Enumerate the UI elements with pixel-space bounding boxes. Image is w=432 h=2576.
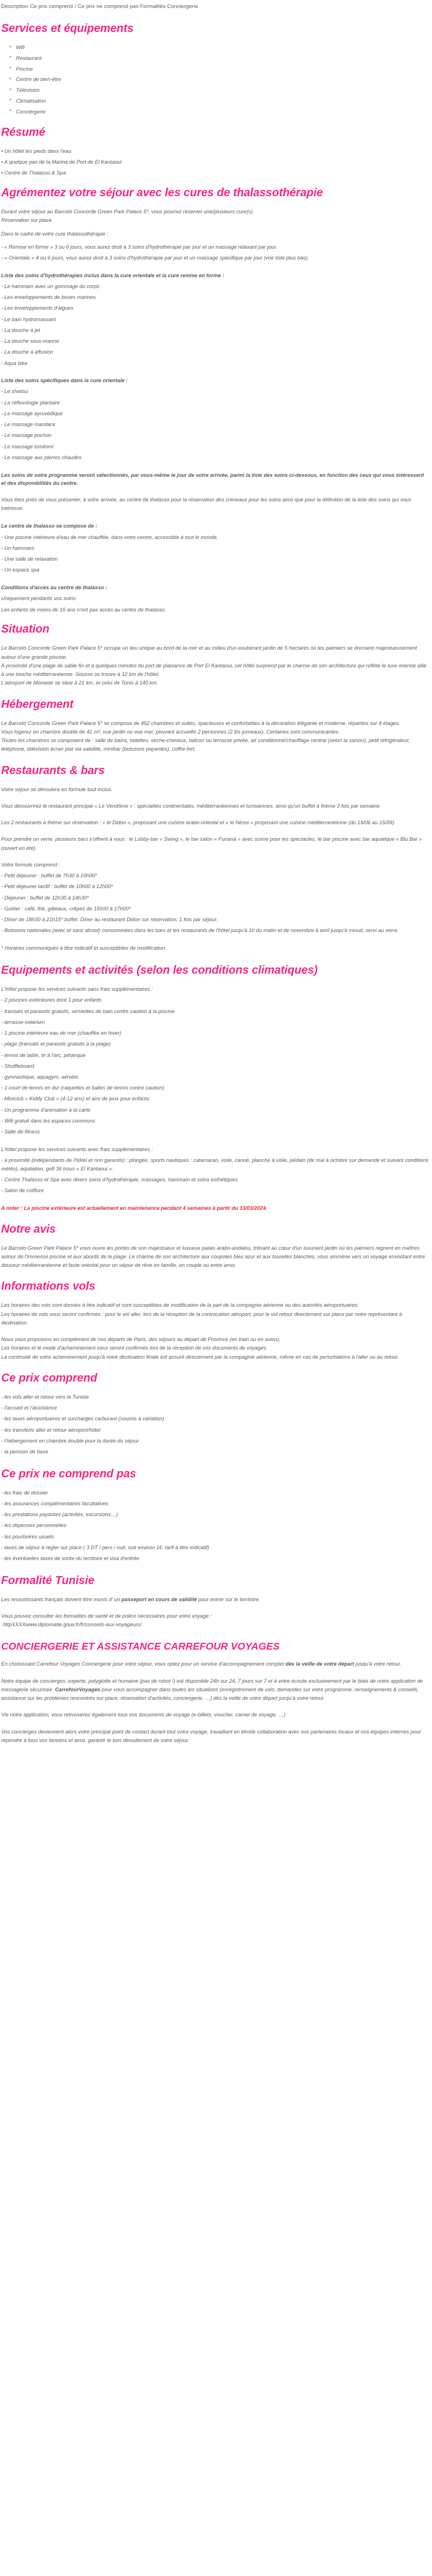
list-item: • Conciérgerie [16, 108, 429, 116]
section-title-informations-vols: Informations vols [1, 1280, 95, 1293]
conciergerie-p2-before: Notre équipe de concierges, experte, polyglotte et humaine (pas de robot !) est disponible 24h sur 24, 7 jours sur 7 et à votre écoute exclusivement par le biais de notre application de messagerie sécurisée. [1, 1678, 423, 1692]
list-item: - les transferts aller et retour aéroport/hôtel [1, 1427, 101, 1433]
list-item: - La douche sous-marine [1, 338, 59, 345]
list-item: - les vols aller et retour vers la Tunisie [1, 1394, 89, 1400]
list-item: - 2 piscines extérieures dont 1 pour enfants [1, 997, 102, 1003]
list-item: - Une piscine intérieure d'eau de mer chauffée, dans votre centre, accessible à tout le monde. [1, 534, 218, 540]
equipements-paid-title: L'hôtel propose les services suivants avec frais supplémentaires : [1, 1146, 153, 1152]
list-item: - à proximité (indépendants de l'hôtel et non garantis) : plongée, sports nautiques : catamaran, voile, canoë, planche à voile, pédalo (de mai à octobre sur demande et suivant conditions météo), équitation, golf 36 trous « El Kantaoui ». [1, 1157, 429, 1172]
section-title-equipements: Equipements et activités (selon les conditions climatiques) [1, 964, 318, 977]
section-title-ce-prix-comprend: Ce prix comprend [1, 1372, 97, 1385]
list-item: - La réflexologie plantaire [1, 399, 60, 406]
cures-formules-list [1, 243, 429, 262]
list-item: - les dépenses personnelles [1, 1522, 67, 1529]
list-item: - Shuffleboard [1, 1063, 34, 1069]
section-title-ce-prix-ne-comprend-pas: Ce prix ne comprend pas [1, 1467, 136, 1480]
conditions-acces-list [1, 594, 429, 614]
formule-list [1, 872, 429, 935]
section-title-formalite-tunisie: Formalité Tunisie [1, 1574, 95, 1587]
section-title-services: Services et équipements [1, 22, 134, 35]
section-title-conciergerie: CONCIERGERIE ET ASSISTANCE CARREFOUR VOYAGES [1, 1641, 280, 1652]
formule-title: Votre formule comprend : [1, 861, 60, 868]
list-item: - Wifi gratuit dans les espaces communs [1, 1117, 95, 1124]
list-item: - Salle de fitness [1, 1129, 40, 1135]
conditions-acces-title: Conditions d'accès au centre de thalasso : [1, 585, 107, 591]
conciergerie-p1-before: En choisissant Carrefour Voyages Conciergerie pour votre séjour, vous optez pour un service d'accompagnement complet [1, 1661, 286, 1667]
restaurants-paragraph: Pour prendre un verre, plusieurs bars s'offrent à vous : le Lobby-bar « Swing », le bar salon « Funanà » avec scène pour les spectacles, le bar piscine avec bar aquatique « Blu Bar » (ouvert en été). [1, 836, 422, 851]
soins-specifiques-title: Liste des soins spécifiques dans la cure orientale : [1, 378, 128, 384]
list-item: • Centre de bien-être [16, 75, 429, 83]
restaurants-paragraph: Vous découvrirez le restaurant principal « Le Vendôme » : spécialités continentales, méditerranéennes et tunisiennes, ainsi qu'un buffet à thème 3 fois par semaine. [1, 803, 381, 809]
situation-paragraph: L'aéroport de Monastir se situe à 21 km, et celui de Tunis à 140 km. [1, 680, 158, 686]
restaurants-paragraph: Votre séjour se déroulera en formule tout inclus. [1, 786, 113, 792]
hebergement-paragraph: Le Barceló Concorde Green Park Palace 5* se compose de 452 chambres et suites, spacieuses et confortables à la décoration élégante et moderne, réparties sur 4 étages. [1, 720, 401, 726]
equipements-free-title: L'hôtel propose les services suivants sans frais supplémentaires : [1, 986, 153, 993]
resume-list [1, 147, 429, 177]
list-item: • Télévision [16, 86, 429, 94]
list-item: • Un hôtel les pieds dans l'eau [1, 148, 71, 154]
list-item: - Un hammam [1, 545, 35, 551]
list-item: - Déjeuner : buffet de 12h30 à 14h30* [1, 894, 89, 901]
list-item: - La douche à jet [1, 327, 40, 333]
section-title-notre-avis: Notre avis [1, 1222, 56, 1236]
list-item: - tennis de table, tir à l'arc, pétanque [1, 1052, 86, 1058]
services-list [1, 43, 429, 116]
list-item: - 1 piscine intérieure eau de mer (chauffée en hiver) [1, 1030, 121, 1036]
list-item: - Dîner de 18h30 à 21h15* buffet. Diner au restaurant Didon sur réservation, 1 fois par séjour. [1, 917, 218, 923]
list-item: - « Orientale » 4 ou 6 jours, vous aurez droit à 3 soins d'hydrothérapie par jour et un massage spécifique par jour (voir liste plus bas). [1, 255, 309, 261]
list-item: - les frais de dossier [1, 1489, 48, 1496]
list-item: Uniquement pendants vos soins [1, 596, 76, 602]
vols-paragraph: La continuité de votre acheminement jusqu'à votre destination finale est assuré directement par la compagnie aérienne, même en cas de perturbations à l'aller ou au retour. [1, 1354, 400, 1360]
section-title-resume: Résumé [1, 125, 46, 139]
vols-paragraph: Les horaires des vols sont donnés à titre indicatif et sont susceptibles de modification de la part de la compagnie aérienne ou des autorités aéroportuaires. [1, 1302, 359, 1309]
conciergerie-p2-emphasis: CarrefourVoyages [55, 1686, 100, 1692]
formalite-passport-emphasis: passeport en cours de validité [121, 1596, 197, 1602]
list-item: - Un espace spa [1, 567, 39, 573]
list-item: • A quelque pas de la Marina de Port de El Kantaoui [1, 159, 122, 165]
formalite-consult-line: Vous pouvez consulter les formalités de santé et de police nécessaires pour votre voyage : [1, 1613, 212, 1619]
list-item: - les pourboires usuels [1, 1533, 54, 1540]
list-item: - Un programme d'animation à la carte [1, 1107, 91, 1113]
list-item: - Le massage mandara [1, 422, 55, 428]
hebergement-paragraph: Vous logerez en chambre double de 41 m², vue jardin ou vue mer, pouvant accueillir 2 personnes (2 lits jumeaux). Certaines sont communicantes. [1, 728, 340, 735]
list-item: - Les enveloppements de boues marines [1, 294, 96, 301]
list-item: - transats et parasols gratuits, serviettes de bain contre caution à la piscine [1, 1008, 175, 1014]
equipements-paid-list [1, 1156, 429, 1195]
list-item: - La douche à affusion [1, 349, 53, 355]
soins-specifiques-list [1, 387, 429, 461]
list-item: - 1 court de tennis en dur (raquettes et balles de tennis contre caution) [1, 1085, 165, 1091]
conciergerie-paragraph-1 [1, 1660, 429, 1668]
list-item: - Le massage ayruvédique [1, 410, 63, 416]
soins-selection-note: Les soins de votre programme seront sélectionnés, par vous-même le jour de votre arrivée, parmi la liste des soins ci-dessous, en fonction des ceux qui vous intéressent et des disponibilités du centre. [1, 472, 424, 487]
cures-intro-2: Réservation sur place [1, 217, 52, 224]
list-item: - Le massage pochon [1, 432, 52, 439]
prix-ne-comprend-pas-list [1, 1489, 429, 1563]
section-title-restaurants: Restaurants & bars [1, 764, 105, 777]
cures-presentation-note: Vous êtes priés de vous présenter, à votre arrivée, au centre de thalasso pour la réservation des créneaux pour les soins ainsi que pour la définition de la liste des soins qui vous intéresse. [1, 496, 411, 512]
situation-paragraph: À proximité d'une plage de sable fin et à quelques minutes du port de plaisance de Port El Kantaoui, cet hôtel surprend par le charme de son architecture qui reflète le luxe oriental allié à une touche méditerranéenne. Sousse se trouve à 12 km de l'hôtel. [1, 662, 427, 678]
hebergement-paragraph: Toutes les chambres se composent de : salle de bains, toilettes, sèche-cheveux, balcon ou terrasse privée, air conditionné/chauffage central (selon la saison), petit réfrigérateur, téléphone, télévision écran plat via satellite, minibar (boissons payantes), coffre-fort. [1, 738, 410, 752]
restaurants-footnote: * Horaires communiqués à titre indicatif et susceptibles de modification. [1, 945, 167, 951]
list-item: - Petit déjeuner tardif : buffet de 10h00 à 12h00* [1, 884, 113, 890]
list-item: • Piscine [16, 65, 429, 73]
list-item: - les assurances complémentaires facultatives [1, 1501, 108, 1507]
list-item: - Aqua bike [1, 360, 28, 366]
list-item: - les éventuelles taxes de sortie du territoire et visa d'entrée [1, 1556, 140, 1562]
maintenance-notice: A noter : La piscine extérieure est actuellement en maintenance pendant 4 semaines à partir du 13/03/2024. [1, 1205, 267, 1211]
section-title-cures: Agrémentez votre séjour avec les cures de thalassothérapie [1, 187, 323, 200]
list-item: - l'hébergement en chambre double pour la durée du séjour [1, 1437, 139, 1444]
equipements-free-list [1, 996, 429, 1136]
list-item: • Centre de Thalasso & Spa [1, 170, 66, 176]
centre-thalasso-title: Le centre de thalasso se compose de : [1, 523, 97, 529]
list-item: • Restaurant [16, 54, 429, 62]
list-item: - Goûter : café, thé, gâteaux, crêpes de 15h00 à 17h00* [1, 905, 131, 912]
conciergerie-p2-after: pour vous accompagner dans toutes les situations (enregistrement de vols, demandes sur votre programme, renseignements & conseils, assistance sur les problèmes rencontrés sur place, réservation d'activités, conciergerie, …) dès la veille de votre départ jusqu'à votre retour. [1, 1686, 419, 1702]
list-item: - les prestations payantes (activités, excursions…) [1, 1512, 118, 1518]
conciergerie-paragraph-4: Vos concierges deviennent alors votre principal point de contact durant tout votre voyage, travaillant en étroite collaboration avec nos partenaires locaux et nos équipes internes pour répondre à tous vos besoins et ainsi, garantir le bon déroulement de votre séjour. [1, 1728, 421, 1744]
list-item: - Centre Thalasso et Spa avec divers soins d'hydrothérapie, massages, hammam et soins esthétiques. [1, 1176, 239, 1182]
formalite-passport-line [1, 1595, 429, 1604]
conciergerie-p1-after: jusqu'à votre retour. [354, 1661, 402, 1667]
list-item: Les enfants de moins de 16 ans n'ont pas accès au centre de thalasso. [1, 606, 166, 613]
soins-inclus-list [1, 282, 429, 367]
list-item: - Boissons nationales (avec et sans alcool) consommées dans les bars et les restaurants de l'hôtel jusqu'à 1h du matin et de novembre à avril jusqu'à minuit, servi au verre. [1, 927, 399, 934]
list-item: - Le bain hydromassant [1, 316, 56, 322]
formalite-text-after: pour entrer sur le territoire. [197, 1596, 260, 1602]
notre-avis-paragraph: Le Barcelo Green Park Palace 5* vous ouvre les portes de son majestueux et luxueux palais arabo-andalou, trônant au cœur d'un luxuriant jardin où les palmiers règnent en maîtres autour de l'immense piscine et aux abords de la plage. Le charme de son architecture aux coupoles bleu azur et aux tourelles blanches, vous emmène vers un voyage envoûtant entre douceur méditerranéenne et faste oriental pour un séjour de rêve en famille, en couple ou entre amis. [1, 1245, 425, 1269]
list-item: - Salon de coiffure [1, 1188, 44, 1194]
list-item: - l'accueil et l'assistance [1, 1405, 57, 1411]
situation-paragraph: Le Barceló Concorde Green Park Palace 5* occupe un lieu unique au bord de la mer et au milieu d'un exubérant jardin de 5 hectares où les palmiers se dressent majestueusement autour d'une grande piscine. [1, 645, 417, 660]
list-item: - Le massage lomilomi [1, 443, 54, 449]
breadcrumb: Description Ce prix comprend / Ce prix ne comprend pas Formalités Conciergerie [1, 3, 198, 9]
list-item: - Les enveloppements d'algues [1, 305, 74, 311]
conciergerie-paragraph-3: Vie notre application, vous retrouverez également tous vos documents de voyage (e-billets, voucher, carnet de voyage, …) [1, 1712, 286, 1718]
list-item: - la pension de base [1, 1449, 48, 1455]
restaurants-paragraph: Les 2 restaurants à thème sur réservation : « le Didon », proposant une cuisine arabo-oriental et « le Nèsoi » proposant une cuisine méditerranéenne (du 15/06 au 15/09). [1, 820, 396, 826]
list-item: - taxes de séjour à régler sur place ( 3 DT / pers / nuit, soit environ 1€, tarif à titre indicatif) [1, 1544, 210, 1550]
list-item: - gymnastique, aquagym, aérobic [1, 1074, 79, 1080]
diplomatie-link[interactable]: httpXXXXwww.diplomatie.gouv.fr/fr/conseils-aux-voyageurs/ [3, 1622, 142, 1628]
list-item: - Le massage aux pierres chaudes [1, 454, 81, 460]
cures-intro-3: Dans le cadre de votre cure thalassothérapie : [1, 230, 108, 237]
conciergerie-paragraph-2 [1, 1677, 429, 1703]
list-item: - Une salle de relaxation [1, 556, 58, 562]
list-item: - Miniclub « Kiddy Club » (4-12 ans) et aire de jeux pour enfants [1, 1096, 149, 1102]
list-item: - Le hammam avec un gommage du corps [1, 283, 100, 290]
formalite-text-before: Les ressortissants français doivent être munis d' un [1, 1596, 122, 1602]
vols-paragraph: Les horaires et le mode d'acheminement vous seront confirmés lors de la réception de vos documents de voyages. [1, 1345, 268, 1351]
section-title-hebergement: Hébergement [1, 698, 74, 711]
list-item: - « Remise en forme » 3 ou 6 jours, vous aurez droit à 3 soins d'hydrothérapie par jour et un massage relaxant par jour. [1, 244, 278, 250]
vols-paragraph: Les horaires de vols vous seront confirmés : pour le vol aller, lors de la réception de la convocation aéroport, pour le vol retour directement sur place par notre représentant à destination. [1, 1311, 402, 1326]
list-item: • Wifi [16, 43, 429, 51]
conciergerie-p1-emphasis: dès la veille de votre départ [285, 1661, 354, 1667]
list-item: • Climatisation [16, 97, 429, 105]
prix-comprend-list [1, 1393, 429, 1456]
list-item: - plage (transats et parasols gratuits à la plage) [1, 1041, 111, 1047]
section-title-situation: Situation [1, 623, 50, 636]
list-item: - Le shiatsu [1, 388, 28, 395]
soins-inclus-title: Liste des soins d'hydrothérapies inclus dans la cure orientale et la cure remise en forme : [1, 272, 225, 278]
centre-thalasso-list [1, 533, 429, 574]
cures-intro-1: Durant votre séjour au Barcelo Concorde Green Park Palace 5*, vous pourrez réserver une/plusieurs cure(s). [1, 209, 254, 215]
list-item: - les taxes aéroportuaires et surcharges carburant (soumis à variation) [1, 1416, 164, 1422]
list-item: - terrasse-solarium [1, 1019, 45, 1025]
list-item: - Petit déjeuner : buffet de 7h30 à 10h00* [1, 873, 97, 879]
vols-paragraph: Nous vous proposons en complément de nos départs de Paris, des séjours au départ de Province (en train ou en avion). [1, 1336, 281, 1343]
